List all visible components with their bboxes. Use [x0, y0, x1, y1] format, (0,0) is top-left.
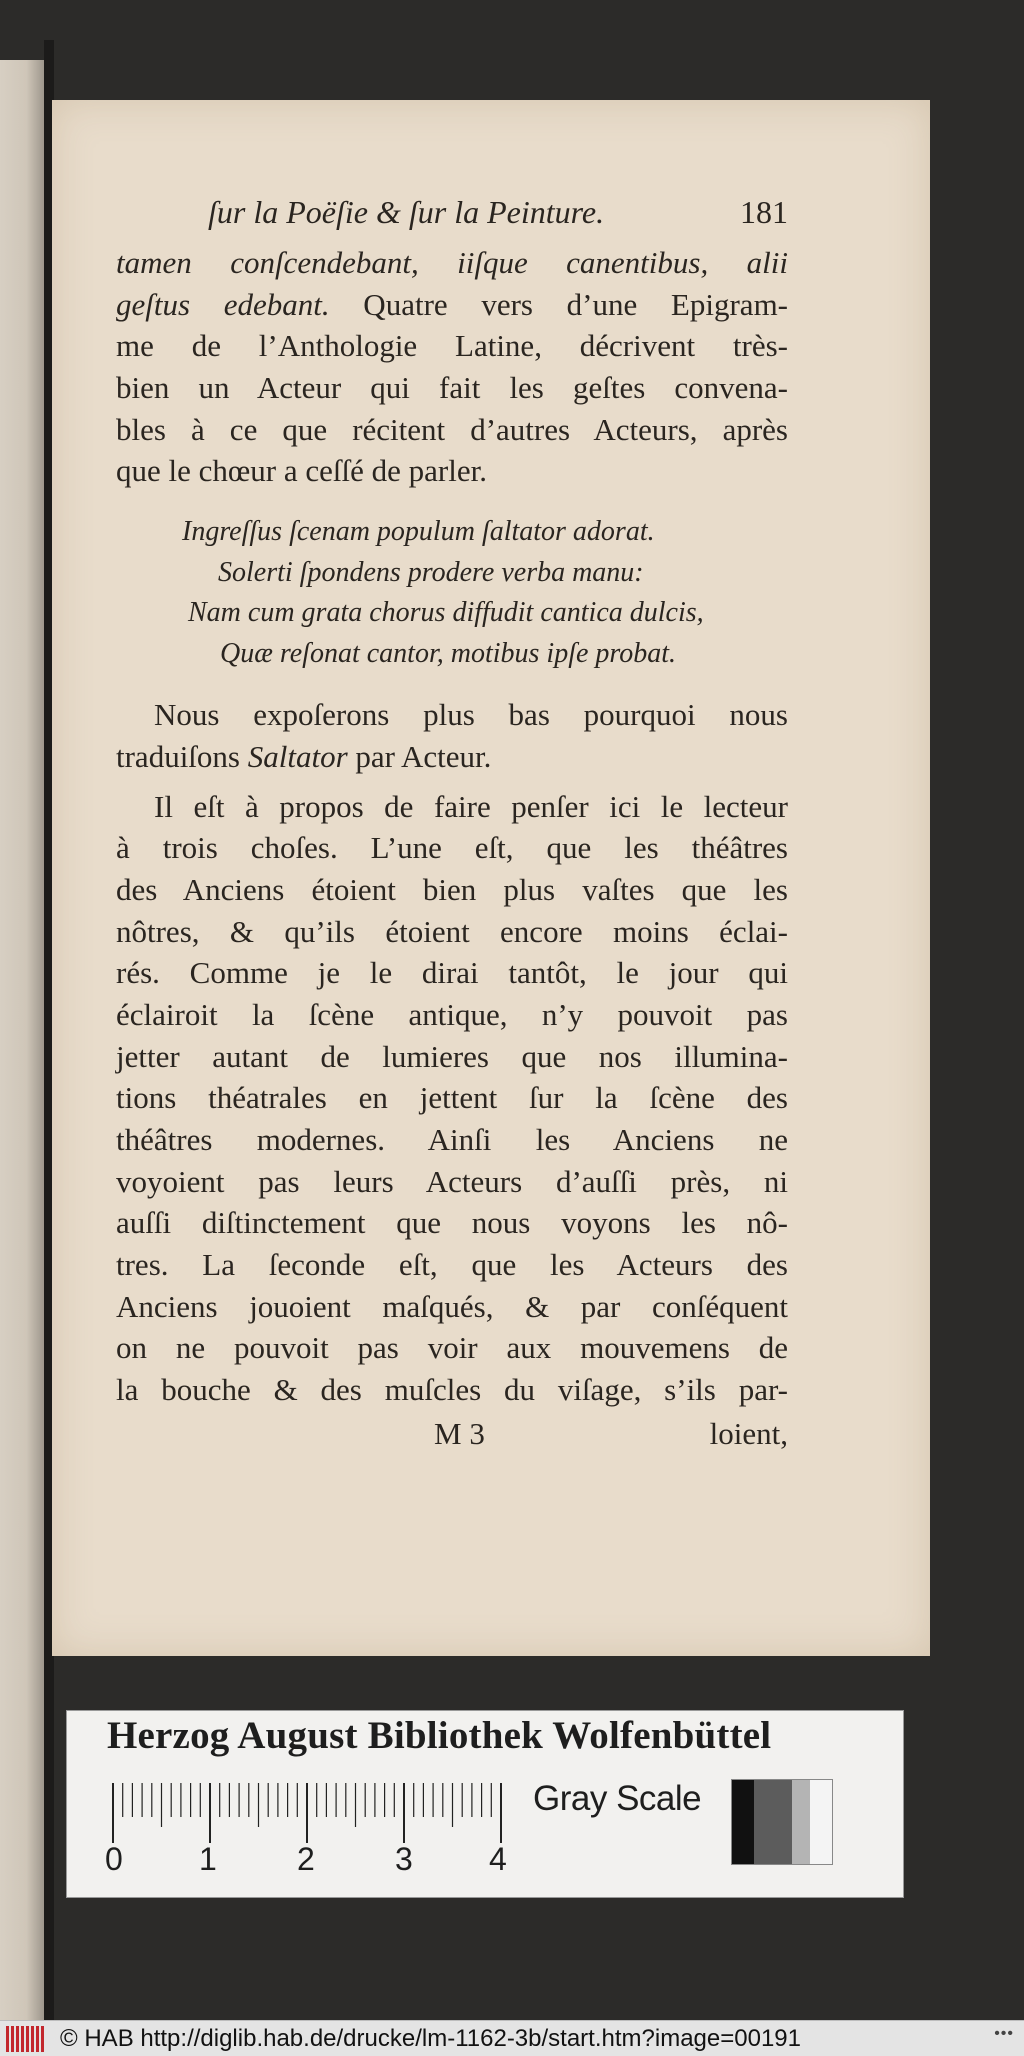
text-run: éclairoit la ſcène antique, n’y pouvoit pas — [116, 996, 788, 1032]
text-line — [116, 827, 788, 869]
ruler-digit: 4 — [489, 1841, 507, 1877]
text-run: bles à ce que récitent d’autres Acteurs, après — [116, 411, 788, 447]
running-header — [116, 194, 788, 242]
text-run: la bouche & des muſcles du viſage, s’ils par- — [116, 1372, 788, 1408]
epigram-verse — [116, 512, 788, 674]
text-line — [116, 325, 788, 367]
text-run: auſſi diſtinctement que nous voyons les nô- — [116, 1205, 788, 1241]
text-line — [116, 994, 788, 1036]
text-line — [116, 911, 788, 953]
text-line — [116, 786, 788, 828]
text-line — [116, 409, 788, 451]
text-run: à trois choſes. L’une eſt, que les théâtres — [116, 830, 788, 866]
text-run: on ne pouvoit pas voir aux mouvemens de — [116, 1330, 788, 1366]
scale-ruler — [111, 1783, 506, 1845]
gray-swatch — [754, 1780, 792, 1864]
text-line — [116, 1286, 788, 1328]
copyright-url[interactable]: © HAB http://diglib.hab.de/drucke/lm-1162-3b/start.htm?image=00191 — [60, 2024, 801, 2052]
text-run: théâtres modernes. Ainſi les Anciens ne — [116, 1122, 788, 1157]
text-line — [116, 736, 788, 778]
text-run: Anciens jouoient maſqués, & par conſéquent — [116, 1288, 788, 1324]
facing-page-edge — [0, 60, 44, 2020]
text-run: Saltator — [247, 738, 348, 774]
text-line — [116, 1119, 788, 1161]
gray-swatch — [792, 1780, 810, 1864]
ruler-digit: 2 — [297, 1841, 315, 1877]
ruler-digit: 1 — [199, 1841, 217, 1877]
text-line — [116, 1161, 788, 1203]
paragraph-translation-note — [116, 694, 788, 777]
color-reference-card — [66, 1710, 904, 1898]
running-title: ſur la Poëſie & ſur la Peinture. — [208, 194, 605, 230]
page-text — [116, 194, 788, 1455]
text-run: Quatre vers d’une Epigram- — [329, 286, 789, 322]
verse-line: Quæ reſonat cantor, motibus ipſe probat. — [220, 637, 677, 669]
gray-swatch — [810, 1780, 832, 1864]
hab-logo-icon — [6, 2026, 50, 2052]
verse-line: Solerti ſpondens prodere verba manu: — [218, 556, 644, 588]
verse-line: Ingreſſus ſcenam populum ſaltator adorat. — [182, 516, 655, 548]
gray-swatch — [732, 1780, 754, 1864]
text-line — [116, 1202, 788, 1244]
library-name: Herzog August Bibliothek Wolfenbüttel — [107, 1714, 772, 1757]
text-line — [116, 1244, 788, 1286]
text-line — [116, 1077, 788, 1119]
status-bar — [0, 2020, 1024, 2056]
text-run: tamen conſcendebant, iiſque canentibus, alii — [116, 245, 788, 280]
gray-scale-label: Gray Scale — [533, 1779, 702, 1818]
text-run: tions théatrales en jettent ſur la ſcène des — [116, 1080, 788, 1116]
text-line — [116, 952, 788, 994]
text-run: geſtus edebant. — [116, 286, 330, 322]
text-run: que le chœur a ceſſé de parler. — [116, 453, 487, 489]
text-line — [116, 367, 788, 409]
text-line — [116, 1369, 788, 1411]
book-page — [52, 100, 930, 1656]
text-run: rés. Comme je le dirai tantôt, le jour qui — [116, 955, 788, 991]
signature-mark: M 3 — [434, 1415, 485, 1451]
catchword: loient, — [709, 1415, 788, 1451]
text-run: bien un Acteur qui fait les geſtes convena- — [116, 370, 788, 406]
text-run: des Anciens étoient bien plus vaſtes que les — [116, 871, 788, 907]
paragraph-continued — [116, 242, 788, 492]
text-line — [116, 694, 788, 736]
text-run: Nous expoſerons plus bas pourquoi nous — [154, 697, 788, 733]
text-run: par Acteur. — [347, 738, 492, 774]
ruler-digit: 3 — [395, 1841, 413, 1877]
text-line — [116, 450, 788, 492]
verse-line: Nam cum grata chorus diffudit cantica dulcis, — [188, 597, 704, 629]
text-run: nôtres, & qu’ils étoient encore moins éclai- — [116, 913, 788, 949]
text-line — [116, 242, 788, 284]
text-line — [116, 869, 788, 911]
paragraph-three-things — [116, 786, 788, 1411]
text-line — [116, 1327, 788, 1369]
text-line — [116, 1036, 788, 1078]
page-number: 181 — [740, 194, 788, 230]
text-run: tres. La ſeconde eſt, que les Acteurs des — [116, 1247, 788, 1283]
gray-swatches — [731, 1779, 833, 1865]
text-line — [116, 284, 788, 326]
page-footer — [116, 1413, 788, 1455]
more-dots-icon[interactable]: ••• — [994, 2025, 1014, 2042]
text-run: voyoient pas leurs Acteurs d’auſſi près, ni — [116, 1163, 788, 1199]
text-run: me de l’Anthologie Latine, décrivent très- — [116, 328, 788, 364]
text-run: traduiſons — [116, 738, 248, 774]
text-run: jetter autant de lumieres que nos illumina- — [116, 1038, 788, 1074]
ruler-digit: 0 — [105, 1841, 123, 1877]
text-run: Il eſt à propos de faire penſer ici le lecteur — [154, 788, 788, 824]
